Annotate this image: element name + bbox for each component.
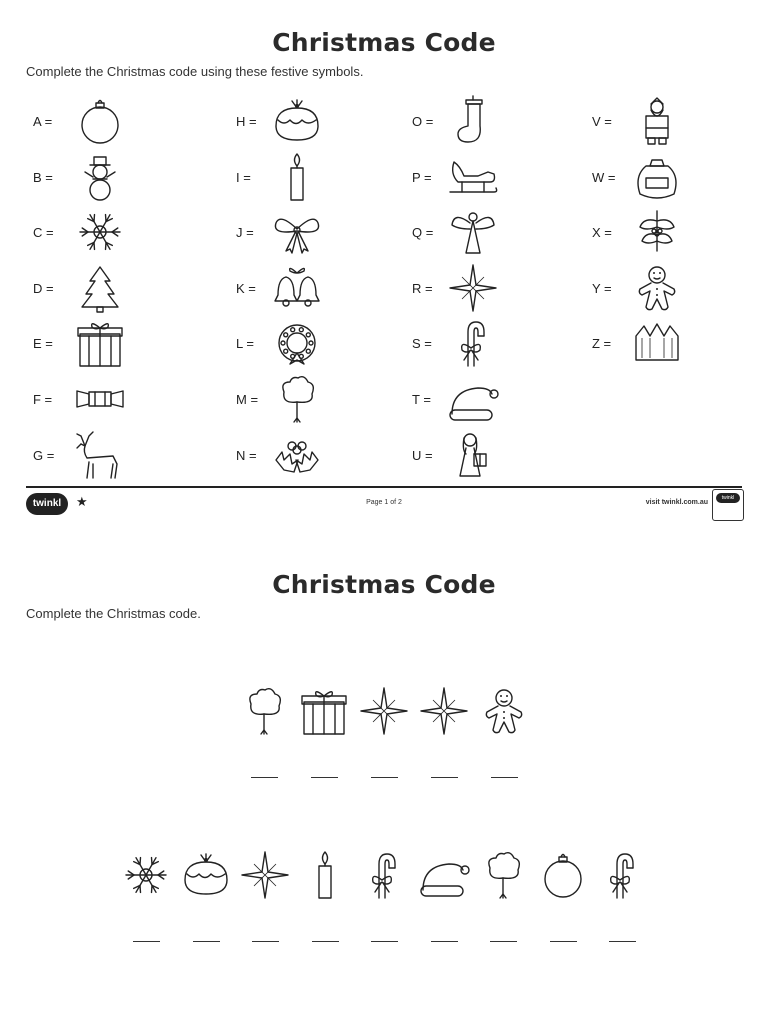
key-letter: J = (236, 225, 254, 240)
key-letter: W = (592, 170, 616, 185)
angel-icon (448, 207, 498, 257)
key-letter: K = (236, 281, 256, 296)
sack-icon (632, 152, 682, 202)
star-icon (448, 263, 498, 313)
website-link: visit twinkl.com.au (645, 499, 708, 506)
key-letter: O = (412, 114, 434, 129)
answer-blank[interactable] (431, 777, 458, 778)
key-letter: Z = (592, 336, 612, 351)
star-icon: ★ (76, 494, 88, 509)
mistletoe-hanging-icon (272, 374, 322, 424)
star-icon (419, 686, 469, 736)
page2-instructions: Complete the Christmas code. (26, 606, 201, 621)
key-letter: T = (412, 392, 431, 407)
key-letter: N = (236, 448, 257, 463)
page-title: Christmas Code (272, 28, 496, 57)
santa-hat-icon (448, 374, 498, 424)
mistletoe-hanging-icon (478, 850, 528, 900)
stocking-icon (448, 96, 498, 146)
key-letter: Y = (592, 281, 612, 296)
key-letter: P = (412, 170, 432, 185)
snowman-icon (75, 152, 125, 202)
gingerbread-man-icon (479, 686, 529, 736)
santa-icon (632, 96, 682, 146)
santa-hat-icon (419, 850, 469, 900)
answer-blank[interactable] (491, 777, 518, 778)
candy-cane-icon (448, 318, 498, 368)
key-letter: C = (33, 225, 54, 240)
pudding-icon (181, 850, 231, 900)
answer-blank[interactable] (193, 941, 220, 942)
star-icon (240, 850, 290, 900)
answer-blank[interactable] (490, 941, 517, 942)
gingerbread-man-icon (632, 263, 682, 313)
candy-cane-icon (359, 850, 409, 900)
christmas-tree-icon (75, 263, 125, 313)
bow-icon (272, 207, 322, 257)
bauble-icon (538, 850, 588, 900)
reindeer-icon (75, 430, 125, 480)
key-letter: S = (412, 336, 432, 351)
snowflake-icon (121, 850, 171, 900)
key-letter: U = (412, 448, 433, 463)
quality-badge-icon (712, 489, 744, 521)
page2-title: Christmas Code (272, 570, 496, 599)
mistletoe-icon (632, 207, 682, 257)
candle-icon (300, 850, 350, 900)
key-letter: H = (236, 114, 257, 129)
sleigh-icon (448, 152, 498, 202)
candy-cane-icon (597, 850, 647, 900)
key-letter: R = (412, 281, 433, 296)
snowflake-icon (75, 207, 125, 257)
page-number: Page 1 of 2 (366, 499, 402, 506)
star-icon (359, 686, 409, 736)
answer-blank[interactable] (609, 941, 636, 942)
key-letter: M = (236, 392, 259, 407)
key-letter: B = (33, 170, 53, 185)
cracker-icon (75, 374, 125, 424)
key-letter: F = (33, 392, 53, 407)
pudding-icon (272, 96, 322, 146)
answer-blank[interactable] (371, 777, 398, 778)
answer-blank[interactable] (133, 941, 160, 942)
key-letter: I = (236, 170, 251, 185)
badge-logo: twinkl (716, 493, 740, 503)
twinkl-logo: twinkl (26, 493, 68, 515)
answer-blank[interactable] (251, 777, 278, 778)
present-icon (75, 318, 125, 368)
wreath-icon (272, 318, 322, 368)
key-letter: D = (33, 281, 54, 296)
paper-crown-icon (632, 318, 682, 368)
answer-blank[interactable] (312, 941, 339, 942)
candle-icon (272, 152, 322, 202)
key-letter: V = (592, 114, 612, 129)
bauble-icon (75, 96, 125, 146)
girl-with-present-icon (448, 430, 498, 480)
answer-blank[interactable] (311, 777, 338, 778)
bells-icon (272, 263, 322, 313)
key-letter: A = (33, 114, 53, 129)
key-letter: G = (33, 448, 55, 463)
answer-blank[interactable] (371, 941, 398, 942)
instructions: Complete the Christmas code using these festive symbols. (26, 64, 364, 79)
key-letter: Q = (412, 225, 434, 240)
answer-blank[interactable] (550, 941, 577, 942)
answer-blank[interactable] (252, 941, 279, 942)
present-icon (299, 686, 349, 736)
holly-icon (272, 430, 322, 480)
footer-divider (26, 486, 742, 488)
key-letter: X = (592, 225, 612, 240)
key-letter: L = (236, 336, 254, 351)
key-letter: E = (33, 336, 53, 351)
mistletoe-hanging-icon (239, 686, 289, 736)
answer-blank[interactable] (431, 941, 458, 942)
